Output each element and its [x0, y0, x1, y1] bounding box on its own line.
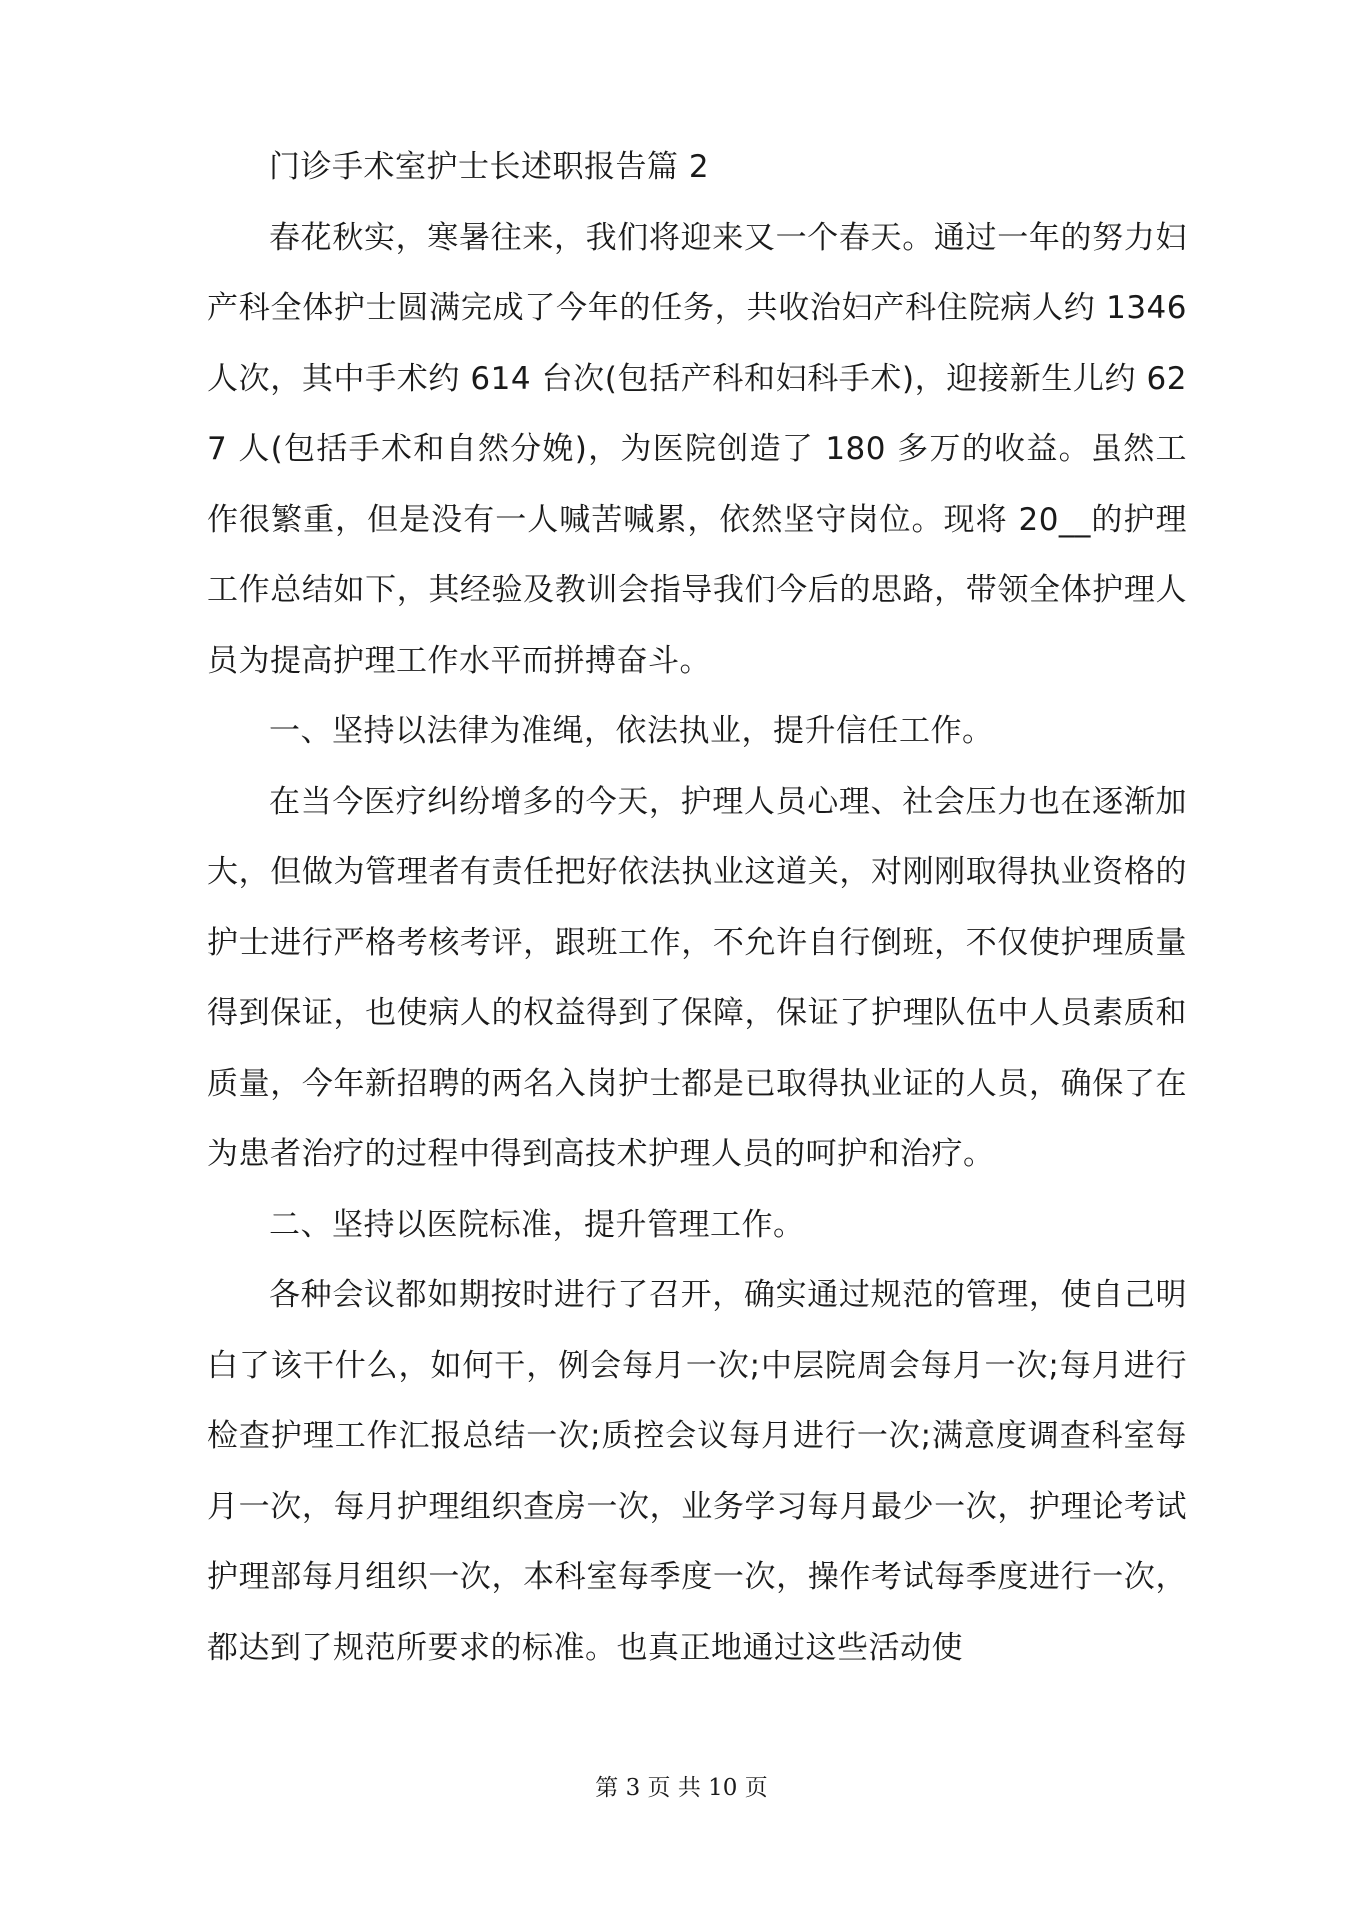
paragraph-intro: 春花秋实，寒暑往来，我们将迎来又一个春天。通过一年的努力妇产科全体护士圆满完成了今年的任务，共收治妇产科住院病人约 1346 人次，其中手术约 614 台次(包括产科和妇科手术)，迎接新生儿约 627 人(包括手术和自然分娩)，为医院创造了 180 多万的收益。虽然工作很繁重，但是没有一人喊苦喊累，依然坚守岗位。现将 20__的护理工作总结如下，其经验及教训会指导我们今后的思路，带领全体护理人员为提高护理工作水平而拼搏奋斗。	[207, 219, 1187, 679]
section-title: 门诊手术室护士长述职报告篇 2	[269, 149, 710, 185]
heading-section-2: 二、坚持以医院标准，提升管理工作。	[269, 1206, 805, 1243]
paragraph-section-2: 各种会议都如期按时进行了召开，确实通过规范的管理，使自己明白了该干什么，如何干，例会每月一次;中层院周会每月一次;每月进行检查护理工作汇报总结一次;质控会议每月进行一次;满意度调查科室每月一次，每月护理组织查房一次，业务学习每月最少一次，护理论考试护理部每月组织一次，本科室每季度一次，操作考试每季度进行一次，都达到了规范所要求的标准。也真正地通过这些活动使	[207, 1277, 1187, 1666]
document-body	[207, 132, 1187, 1683]
heading-section-1: 一、坚持以法律为准绳，依法执业，提升信任工作。	[269, 713, 994, 749]
page-footer: 第 3 页 共 10 页	[595, 1775, 768, 1801]
paragraph-section-1: 在当今医疗纠纷增多的今天，护理人员心理、社会压力也在逐渐加大，但做为管理者有责任把好依法执业这道关，对刚刚取得执业资格的护士进行严格考核考评，跟班工作，不允许自行倒班，不仅使护理质量得到保证，也使病人的权益得到了保障，保证了护理队伍中人员素质和质量，今年新招聘的两名入岗护士都是已取得执业证的人员，确保了在为患者治疗的过程中得到高技术护理人员的呵护和治疗。	[207, 783, 1187, 1172]
